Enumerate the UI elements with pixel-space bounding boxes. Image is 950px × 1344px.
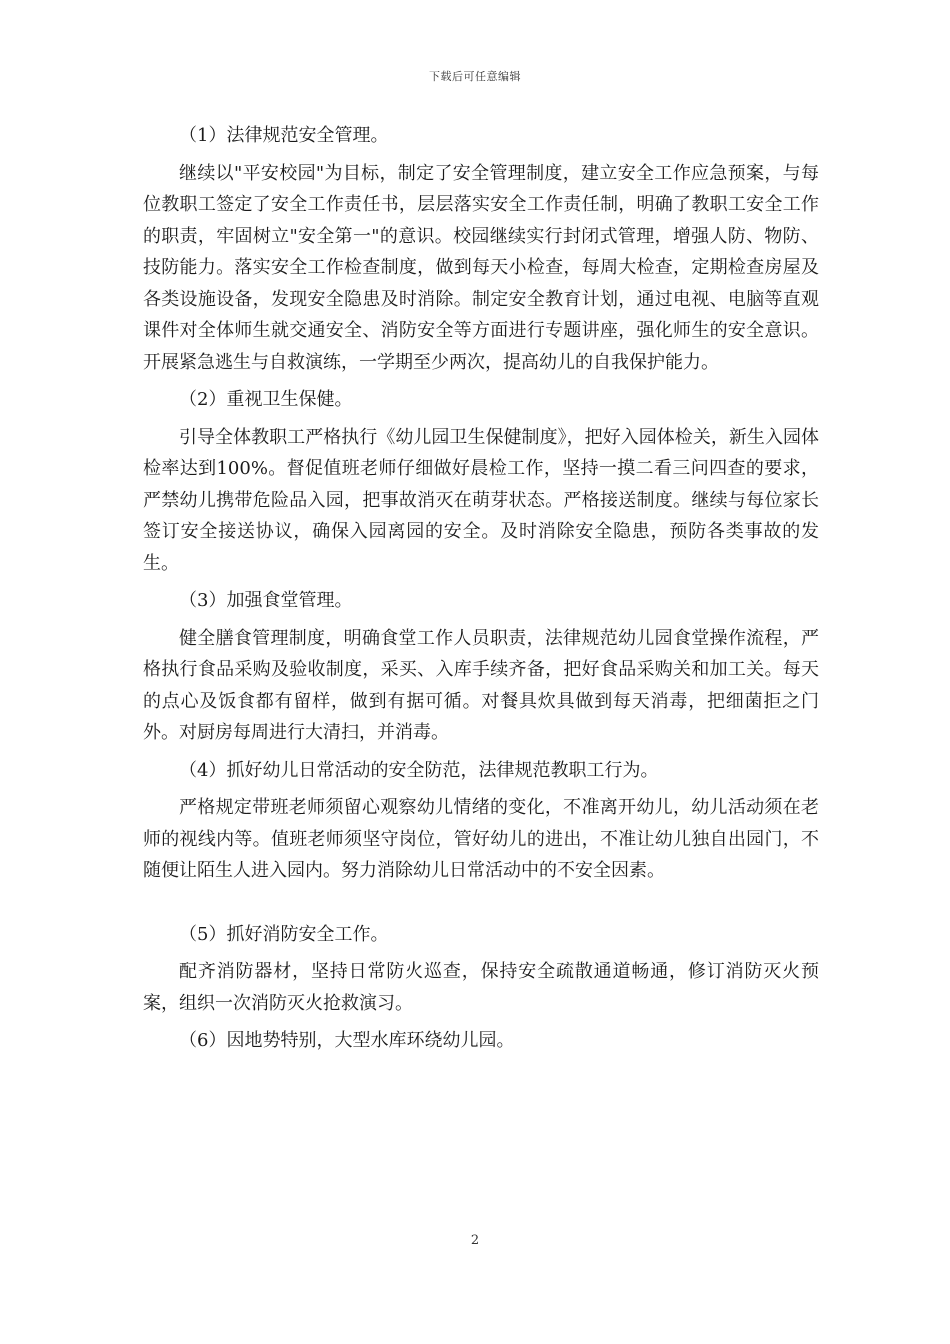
page-number: 2 (470, 1233, 480, 1248)
page-header: 下载后可任意编辑 (429, 70, 521, 83)
section-heading-2: （2）重视卫生保健。 (179, 389, 353, 410)
document-body (143, 120, 819, 1063)
section-heading-1: （1）法律规范安全管理。 (179, 125, 389, 146)
section-body-3: 健全膳食管理制度，明确食堂工作人员职责，法律规范幼儿园食堂操作流程，严格执行食品采购及验收制度，采买、入库手续齐备，把好食品采购关和加工关。每天的点心及饭食都有留样，做到有据可循。对餐具炊具做到每天消毒，把细菌拒之门外。对厨房每周进行大清扫，并消毒。 (143, 627, 819, 743)
section-heading-3: （3）加强食堂管理。 (179, 590, 353, 611)
section-body-1: 继续以"平安校园"为目标，制定了安全管理制度，建立安全工作应急预案，与每位教职工签定了安全工作责任书，层层落实安全工作责任制，明确了教职工安全工作的职责，牢固树立"安全第一"的意识。校园继续实行封闭式管理，增强人防、物防、技防能力。落实安全工作检查制度，做到每天小检查，每周大检查，定期检查房屋及各类设施设备，发现安全隐患及时消除。制定安全教育计划，通过电视、电脑等直观课件对全体师生就交通安全、消防安全等方面进行专题讲座，强化师生的安全意识。开展紧急逃生与自救演练，一学期至少两次，提高幼儿的自我保护能力。 (143, 162, 819, 373)
section-body-2: 引导全体教职工严格执行《幼儿园卫生保健制度》，把好入园体检关，新生入园体检率达到100%。督促值班老师仔细做好晨检工作，坚持一摸二看三问四查的要求，严禁幼儿携带危险品入园，把事故消灭在萌芽状态。严格接送制度。继续与每位家长签订安全接送协议，确保入园离园的安全。及时消除安全隐患，预防各类事故的发生。 (143, 426, 819, 574)
section-heading-5: （5）抓好消防安全工作。 (179, 923, 389, 945)
section-heading-4: （4）抓好幼儿日常活动的安全防范，法律规范教职工行为。 (179, 759, 659, 781)
paragraph-gap (143, 893, 819, 919)
section-body-5: 配齐消防器材，坚持日常防火巡查，保持安全疏散通道畅通，修订消防灭火预案，组织一次消防灭火抢救演习。 (143, 961, 819, 1014)
section-heading-6: （6）因地势特别，大型水库环绕幼儿园。 (179, 1030, 515, 1051)
section-body-4: 严格规定带班老师须留心观察幼儿情绪的变化，不准离开幼儿，幼儿活动须在老师的视线内等。值班老师须坚守岗位，管好幼儿的进出，不准让幼儿独自出园门，不随便让陌生人进入园内。努力消除幼儿日常活动中的不安全因素。 (143, 797, 819, 881)
